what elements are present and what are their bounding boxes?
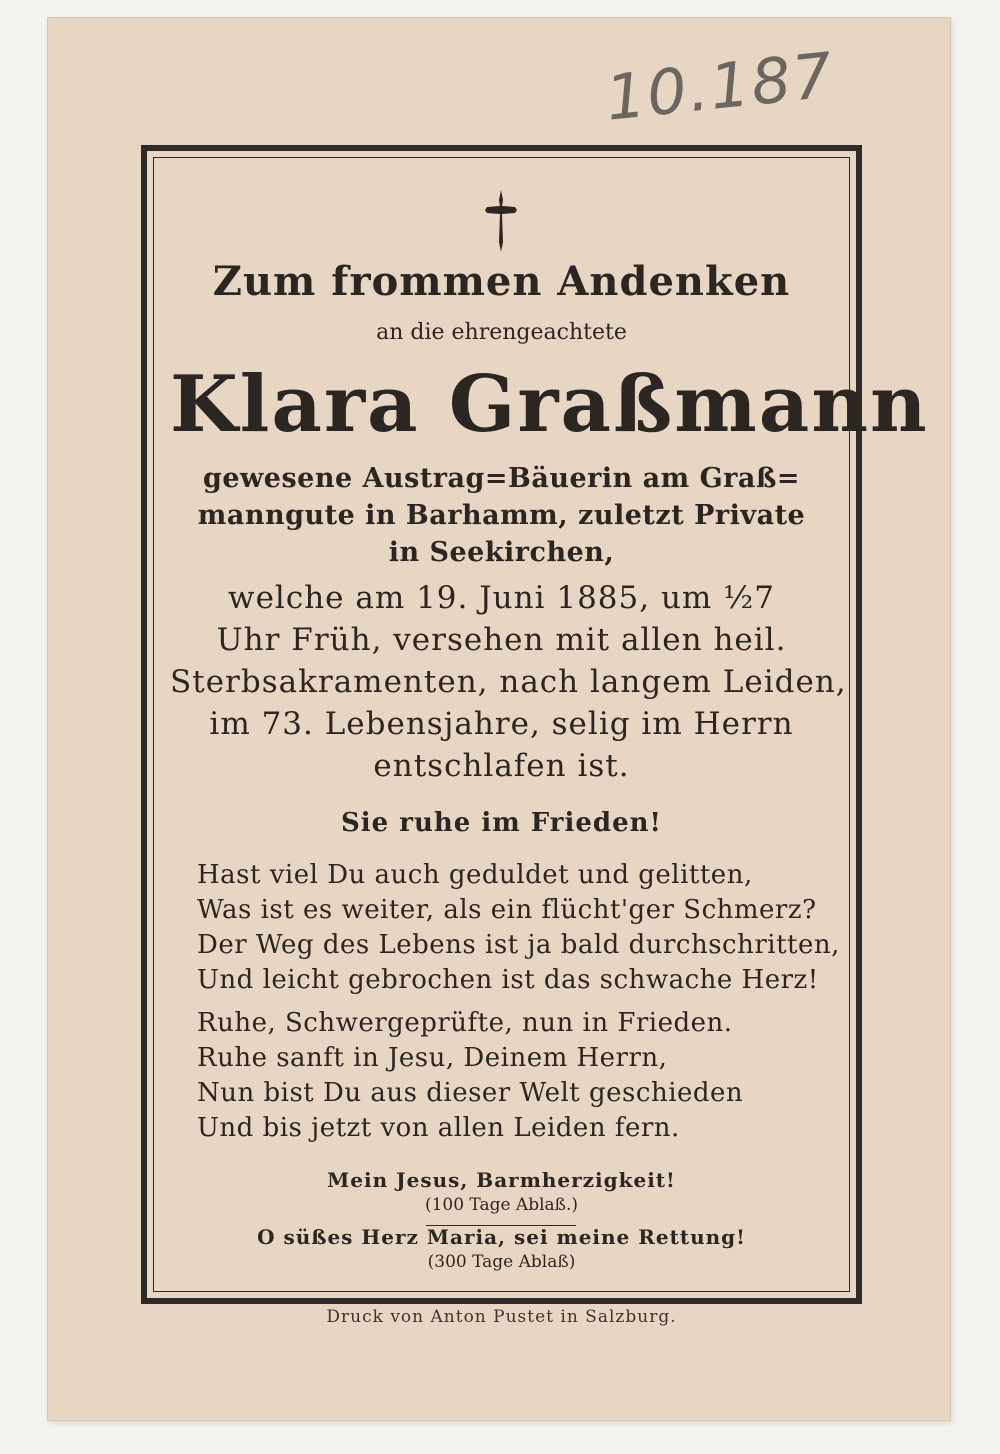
verse-line: Ruhe sanft in Jesu, Deinem Herrn, <box>197 1043 668 1073</box>
verse-line: Nun bist Du aus dieser Welt geschieden <box>197 1078 744 1108</box>
verse-line: Der Weg des Lebens ist ja bald durchschritten, <box>197 930 840 960</box>
description-line: manngute in Barhamm, zuletzt Private <box>197 500 806 531</box>
verse-line: Hast viel Du auch geduldet und gelitten, <box>197 860 753 890</box>
death-line: Uhr Früh, versehen mit allen heil. <box>216 622 787 658</box>
printer-imprint: Druck von Anton Pustet in Salzburg. <box>326 1307 677 1327</box>
death-line: im 73. Lebensjahre, selig im Herrn <box>209 706 794 742</box>
prayer: O süßes Herz Maria, sei meine Rettung! <box>257 1225 746 1249</box>
description-line: gewesene Austrag=Bäuerin am Graß= <box>202 463 801 494</box>
death-line: Sterbsakramenten, nach langem Leiden, <box>170 664 847 700</box>
cross-icon <box>483 188 519 254</box>
dedication: an die ehrengeachtete <box>376 320 627 345</box>
description-line: in Seekirchen, <box>388 537 615 568</box>
verse-line: Und leicht gebrochen ist das schwache Herz! <box>197 965 819 995</box>
verse-line: Ruhe, Schwergeprüfte, nun in Frieden. <box>197 1008 733 1038</box>
death-line: entschlafen ist. <box>373 748 630 784</box>
indulgence: (100 Tage Ablaß.) <box>424 1195 579 1215</box>
handwritten-archive-number: 10.187 <box>602 38 838 135</box>
indulgence: (300 Tage Ablaß) <box>427 1252 576 1272</box>
card-content <box>170 180 929 1280</box>
heading: Zum frommen Andenken <box>212 258 791 305</box>
verse-line: Und bis jetzt von allen Leiden fern. <box>197 1113 680 1143</box>
deceased-name: Klara Graßmann <box>170 359 929 450</box>
prayer: Mein Jesus, Barmherzigkeit! <box>327 1168 676 1192</box>
death-line: welche am 19. Juni 1885, um ½7 <box>228 580 775 616</box>
rest-in-peace: Sie ruhe im Frieden! <box>341 808 662 838</box>
verse-line: Was ist es weiter, als ein flücht'ger Schmerz? <box>197 895 817 925</box>
